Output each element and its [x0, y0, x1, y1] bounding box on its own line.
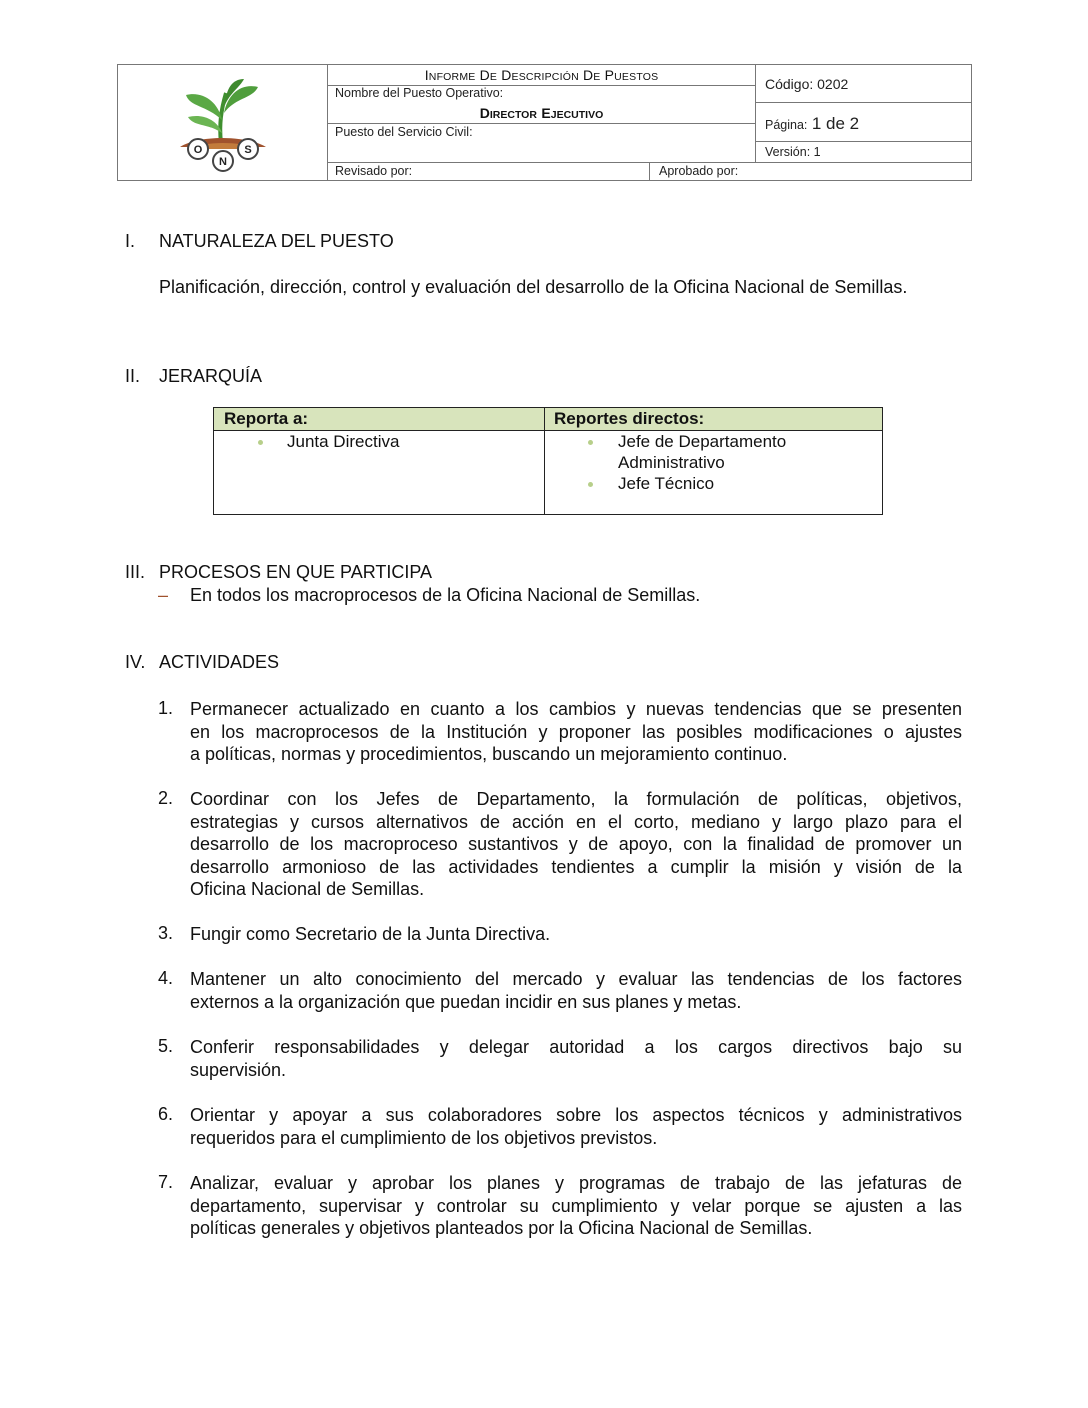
header-divider — [755, 102, 972, 103]
ons-logo — [118, 65, 328, 180]
activity-text-line: Conferir responsabilidades y delegar autoridad a los cargos directivos bajo su — [190, 1037, 962, 1057]
dash-bullet-icon: – — [158, 585, 169, 605]
direct-reports-header: Reportes directos: — [554, 409, 705, 428]
activity-number: 5. — [158, 1036, 174, 1056]
list-item: Jefe de Departamento — [618, 432, 787, 451]
svg-text:N: N — [219, 156, 227, 168]
header-divider — [328, 123, 755, 124]
document-code: Código: 0202 — [765, 76, 849, 92]
approved-by-label: Aprobado por: — [659, 164, 739, 178]
activity-text-line: políticas generales y objetivos planteados por la Oficina Nacional de Semillas. — [190, 1218, 813, 1238]
bullet-icon — [588, 482, 593, 487]
activity-number: 1. — [158, 698, 174, 718]
activity-text-line: Orientar y apoyar a sus colaboradores sobre los aspectos técnicos y administrativos — [190, 1105, 962, 1125]
section-number: II. — [125, 366, 141, 386]
activity-text-line: a políticas, normas y procedimientos, buscando un mejoramiento continuo. — [190, 744, 788, 764]
section-number: I. — [125, 231, 136, 251]
activity-number: 6. — [158, 1104, 174, 1124]
svg-text:S: S — [244, 144, 252, 156]
section-number: III. — [125, 562, 146, 582]
activity-text-line: supervisión. — [190, 1059, 287, 1080]
reviewed-by-label: Revisado por: — [335, 164, 413, 178]
reports-to-header: Reporta a: — [224, 409, 309, 428]
bullet-icon — [588, 440, 593, 445]
hierarchy-table — [213, 407, 883, 515]
logo-cell — [118, 65, 328, 180]
activity-text-line: Permanecer actualizado en cuanto a los cambios y nuevas tendencias que se presenten — [190, 699, 962, 719]
activity-text-line: Coordinar con los Jefes de Departamento, la formulación de políticas, objetivos, — [190, 789, 962, 809]
activity-number: 7. — [158, 1172, 174, 1192]
activity-text-line: desarrollo armonioso de las actividades tendientes a cumplir la misión y visión de la — [190, 856, 962, 877]
section-number: IV. — [125, 652, 146, 672]
activity-text-line: Mantener un alto conocimiento del mercado y evaluar las tendencias de los factores — [190, 969, 962, 989]
header-divider — [649, 162, 650, 181]
activity-text-line: Analizar, evaluar y aprobar los planes y programas de trabajo de las jefaturas de — [190, 1173, 962, 1193]
section-title: ACTIVIDADES — [159, 652, 280, 672]
section-title: JERARQUÍA — [159, 366, 263, 386]
table-column-divider — [544, 408, 545, 514]
report-title: INFORME DE DESCRIPCIÓN DE PUESTOS — [424, 67, 659, 83]
list-item: Jefe Técnico — [618, 474, 715, 493]
table-header-row — [214, 408, 882, 431]
activity-text-line: Oficina Nacional de Semillas. — [190, 879, 425, 899]
section-title: NATURALEZA DEL PUESTO — [159, 231, 394, 251]
section-title: PROCESOS EN QUE PARTICIPA — [159, 562, 433, 582]
position-name: DIRECTOR EJECUTIVO — [479, 105, 604, 121]
svg-text:O: O — [193, 144, 203, 156]
page-label: Página: — [765, 118, 808, 132]
activity-text-line: requeridos para el cumplimiento de los objetivos previstos. — [190, 1127, 658, 1148]
activity-text-line: estrategias y cursos alternativos de acción en el corto, mediano y largo plazo para el — [190, 811, 962, 832]
activity-text-line: Fungir como Secretario de la Junta Directiva. — [190, 924, 551, 944]
list-item-continuation: Administrativo — [618, 453, 725, 472]
version: Versión: 1 — [765, 145, 821, 159]
document-header — [117, 64, 972, 181]
activity-text-line: desarrollo de los macroproceso sustantivos y de apoyo, con la finalidad de promover un — [190, 834, 962, 854]
page-indicator — [765, 114, 859, 134]
nature-text: Planificación, dirección, control y evaluación del desarrollo de la Oficina Nacional de Semillas. — [159, 277, 908, 297]
activity-text-line: externos a la organización que puedan incidir en sus planes y metas. — [190, 991, 742, 1012]
header-divider — [328, 162, 972, 163]
header-divider — [755, 65, 756, 162]
activity-number: 3. — [158, 923, 174, 943]
list-item: Junta Directiva — [287, 432, 400, 451]
civil-service-label: Puesto del Servicio Civil: — [335, 125, 473, 139]
activity-number: 2. — [158, 788, 174, 808]
bullet-icon — [258, 440, 263, 445]
header-divider — [755, 141, 972, 142]
processes-text: En todos los macroprocesos de la Oficina Nacional de Semillas. — [190, 585, 701, 605]
activity-text-line: en los macroprocesos de la Institución y proponer las posibles modificaciones o ajustes — [190, 721, 962, 742]
activity-text-line: departamento, supervisar y controlar su cumplimiento y velar porque se ajusten a las — [190, 1195, 962, 1216]
operative-position-label: Nombre del Puesto Operativo: — [335, 86, 504, 100]
activity-number: 4. — [158, 968, 174, 988]
page-value: 1 de 2 — [811, 114, 860, 133]
